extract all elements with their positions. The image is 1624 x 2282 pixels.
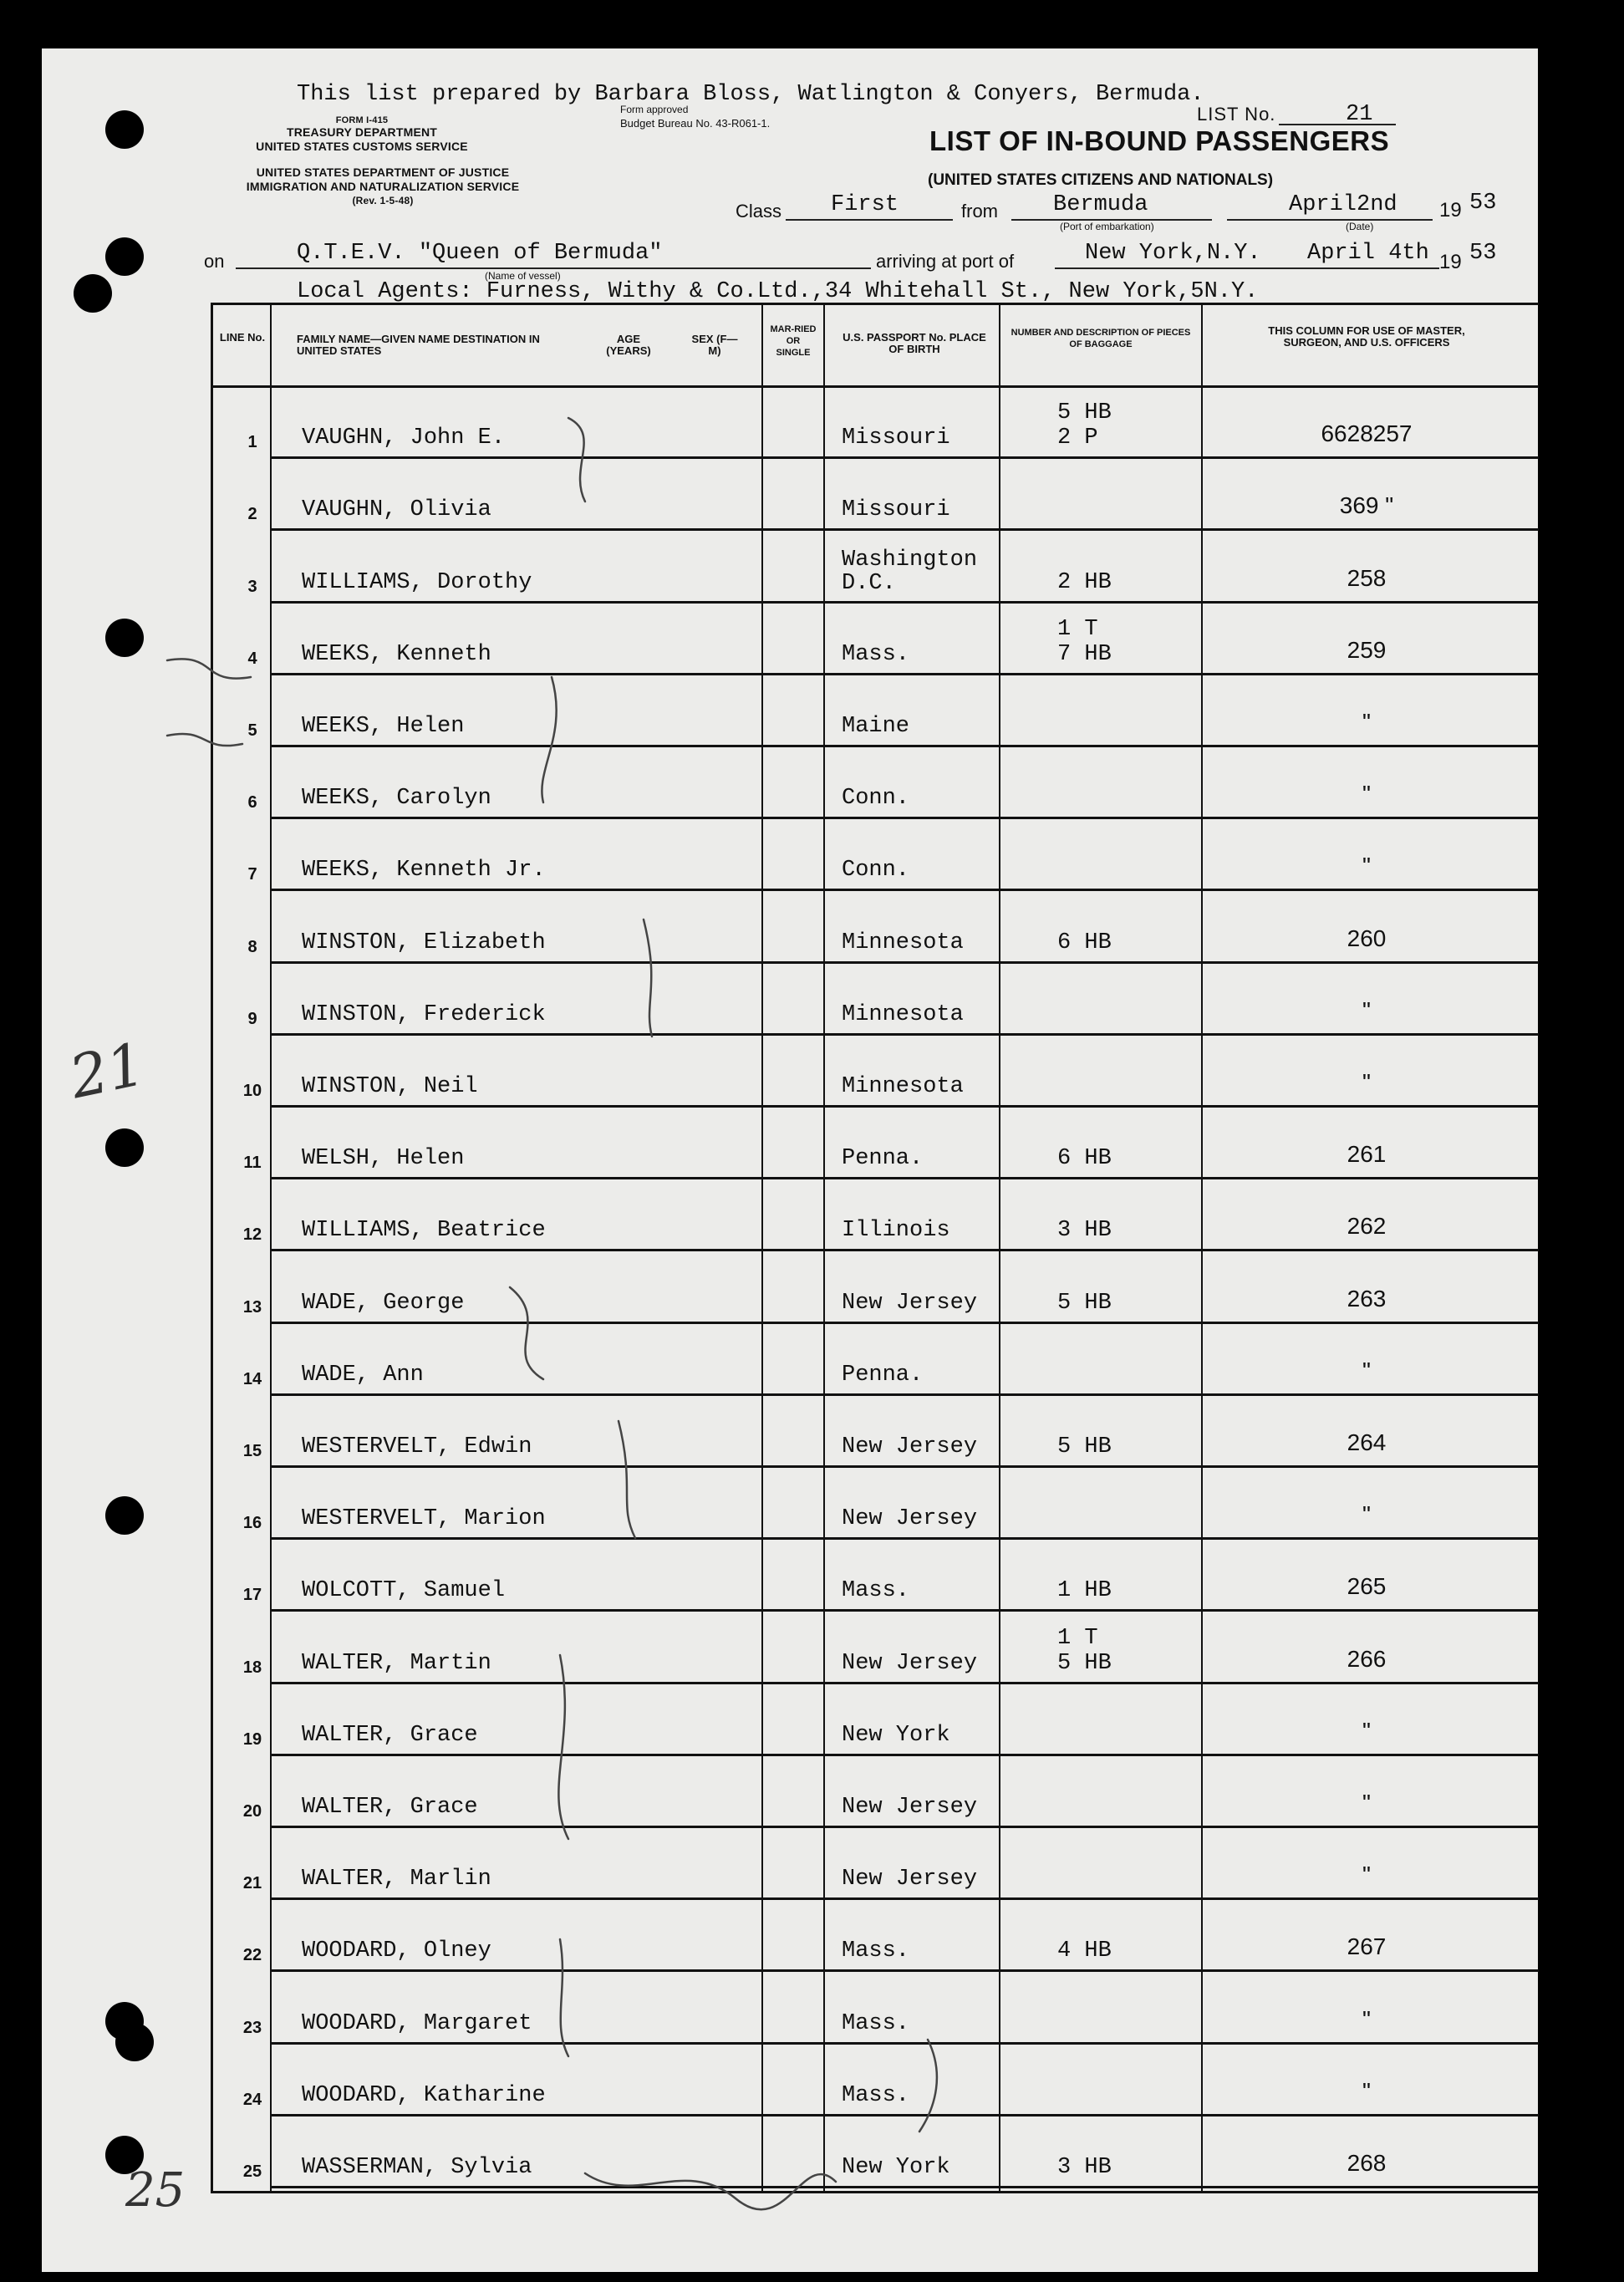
line-number: 2 [247,505,257,524]
baggage [1057,617,1112,667]
punch-hole [105,1128,144,1167]
table-row [213,1108,1539,1179]
officer-number: 267 [1347,1933,1387,1960]
column-married: MAR-RIED OR SINGLE [770,324,817,358]
officer-number: " [1362,1357,1371,1383]
place-of-birth: Penna. [842,1362,924,1388]
arrival-year-prefix: 19 [1439,251,1462,273]
line-number: 24 [242,2090,262,2109]
officer-number: 264 [1347,1429,1387,1455]
line-number: 5 [247,721,257,740]
place-of-birth: New York [842,1722,950,1748]
passenger-name: WINSTON, Frederick [302,1001,546,1027]
passenger-name: WEEKS, Kenneth [302,641,491,667]
baggage [1057,400,1112,451]
passenger-name: WEEKS, Carolyn [302,786,491,812]
line-number: 14 [242,1369,262,1388]
passenger-name: WALTER, Grace [302,1794,478,1820]
officer-number: 6628257 [1321,420,1413,447]
departure-year-prefix: 19 [1439,199,1462,222]
passenger-name: WOODARD, Katharine [302,2082,546,2108]
officer-number: 262 [1347,1213,1387,1240]
passenger-name: WELSH, Helen [302,1146,465,1172]
immigration-service: IMMIGRATION AND NATURALIZATION SERVICE [246,180,520,193]
line-number: 10 [242,1081,262,1100]
arrival-port: New York,N.Y. [1085,241,1261,266]
form-revision: (Rev. 1-5-48) [352,195,414,206]
table-row [213,1540,1539,1612]
table-row [213,1756,1539,1828]
officer-number: 265 [1347,1573,1387,1600]
line-number: 23 [242,2018,262,2037]
officer-number: 258 [1347,564,1387,591]
table-row [213,1612,1539,1683]
line-number: 3 [247,577,257,596]
class-value: First [831,192,899,217]
officer-number: " [1362,1862,1371,1888]
passenger-name: WEEKS, Kenneth Jr. [302,858,546,884]
officer-number: 268 [1347,2149,1387,2176]
baggage-item: 6 HB [1057,930,1112,955]
baggage [1057,1578,1112,1603]
passenger-name: VAUGHN, John E. [302,425,506,451]
line-number: 25 [242,2162,262,2181]
baggage-item: 1 T [1057,1625,1098,1651]
column-line-no: LINE No. [219,331,266,344]
place-of-birth: Missouri [842,425,950,451]
officer-number: " [1362,853,1371,879]
passenger-name: WINSTON, Neil [302,1073,478,1099]
document-title: LIST OF IN-BOUND PASSENGERS [929,125,1390,156]
passenger-name: WESTERVELT, Edwin [302,1434,532,1459]
place-of-birth: Minnesota [842,1001,964,1027]
place-of-birth: New Jersey [842,1290,978,1316]
officer-number: 260 [1347,925,1387,951]
table-row [213,387,1539,459]
passenger-name: WALTER, Martin [302,1650,491,1676]
place-of-birth: Minnesota [842,930,964,955]
passenger-name: WOLCOTT, Samuel [302,1578,506,1604]
baggage-item: 5 HB [1057,1650,1112,1676]
date-caption: (Date) [1346,221,1374,232]
passenger-name: WESTERVELT, Marion [302,1506,546,1532]
passenger-name: WADE, Ann [302,1362,424,1388]
place-of-birth: New Jersey [842,1434,978,1459]
baggage [1057,1626,1112,1676]
place-of-birth: New Jersey [842,1650,978,1676]
line-number: 6 [247,793,257,812]
place-of-birth: Maine [842,713,910,739]
arrival-year: 53 [1469,241,1497,266]
baggage [1057,930,1112,955]
place-of-birth: New Jersey [842,1867,978,1892]
officer-number: 369 " [1339,492,1394,519]
from-label: from [961,201,998,222]
baggage [1057,1218,1112,1243]
list-number: 21 [1346,102,1373,127]
table-row [213,1179,1539,1251]
table-row [213,1036,1539,1108]
departure-date: April2nd [1289,192,1397,217]
class-label: Class [736,201,782,222]
customs-service: UNITED STATES CUSTOMS SERVICE [256,140,468,153]
baggage [1057,1291,1112,1316]
table-row [213,1396,1539,1468]
line-number: 4 [247,649,257,668]
place-of-birth: Minnesota [842,1073,964,1099]
punch-hole [105,110,144,149]
departure-year: 53 [1469,191,1497,216]
prepared-by-line: This list prepared by Barbara Bloss, Watlington & Conyers, Bermuda. [297,82,1204,107]
baggage-item: 5 HB [1057,400,1112,426]
baggage-item: 2 HB [1057,569,1112,595]
officer-number: " [1362,1501,1371,1528]
baggage-item: 7 HB [1057,641,1112,667]
table-row [213,747,1539,819]
department-of-justice: UNITED STATES DEPARTMENT OF JUSTICE [256,166,510,179]
table-row [213,1468,1539,1540]
passenger-name: WILLIAMS, Dorothy [302,569,532,595]
vessel-caption: (Name of vessel) [485,270,561,282]
column-officers: THIS COLUMN FOR USE OF MASTER, SURGEON, AND U.S. OFFICERS [1268,324,1465,349]
line-number: 7 [247,865,257,884]
passenger-name: WINSTON, Elizabeth [302,930,546,955]
officer-number: " [1362,996,1371,1023]
baggage-item: 1 HB [1057,1578,1112,1604]
officer-number: " [1362,1717,1371,1744]
line-number: 20 [242,1801,262,1821]
passenger-name: VAUGHN, Olivia [302,497,491,523]
place-of-birth: Mass. [842,641,910,667]
column-passport: U.S. PASSPORT No. PLACE OF BIRTH [843,331,986,355]
baggage [1057,570,1112,595]
table-row [213,964,1539,1036]
baggage-item: 5 HB [1057,1290,1112,1316]
punch-hole [74,274,112,313]
place-of-birth: Mass. [842,2010,910,2036]
table-row [213,1251,1539,1323]
baggage-item: 6 HB [1057,1146,1112,1172]
baggage-item: 1 T [1057,616,1098,642]
officer-number: 261 [1347,1141,1387,1168]
line-number: 21 [242,1874,262,1893]
place-of-birth: Washington D.C. [842,547,978,596]
baggage [1057,1146,1112,1171]
column-sex: SEX (F—M) [691,333,738,357]
officer-number: " [1362,2005,1371,2032]
officer-number: " [1362,2077,1371,2104]
table-row [213,675,1539,747]
line-number: 1 [247,433,257,452]
budget-bureau: Budget Bureau No. 43-R061-1. [620,117,771,130]
line-number: 17 [242,1586,262,1605]
table-row [213,1324,1539,1396]
baggage [1057,2155,1112,2180]
passenger-name: WOODARD, Margaret [302,2010,532,2036]
treasury-department: TREASURY DEPARTMENT [286,125,438,139]
place-of-birth: Missouri [842,497,950,523]
passenger-name: WADE, George [302,1290,465,1316]
line-number: 8 [247,937,257,956]
passenger-name: WALTER, Grace [302,1722,478,1748]
line-number: 18 [242,1658,262,1677]
table-row [213,1972,1539,2044]
form-approved: Form approved [620,104,689,115]
embarkation-caption: (Port of embarkation) [1060,221,1154,232]
table-row [213,891,1539,963]
baggage [1057,1938,1112,1964]
officer-number: 266 [1347,1645,1387,1672]
arriving-label: arriving at port of [876,251,1015,272]
punch-hole [105,237,144,276]
officer-number: " [1362,708,1371,735]
margin-count: 25 [125,2163,186,2218]
document-subtitle: (UNITED STATES CITIZENS AND NATIONALS) [928,171,1274,189]
baggage-item: 2 P [1057,425,1098,451]
line-number: 19 [242,1729,262,1749]
officer-number: 263 [1347,1285,1387,1312]
list-number-label: LIST No. [1197,104,1276,125]
table-row [213,604,1539,675]
line-number: 22 [242,1946,262,1965]
baggage-item: 3 HB [1057,1218,1112,1244]
place-of-birth: Penna. [842,1146,924,1172]
passenger-name: WASSERMAN, Sylvia [302,2154,532,2180]
officer-number: " [1362,1068,1371,1095]
line-number: 15 [242,1441,262,1460]
table-row [213,459,1539,531]
baggage-item: 5 HB [1057,1434,1112,1459]
local-agents: Local Agents: Furness, Withy & Co.Ltd.,34 Whitehall St., New York,5N.Y. [297,279,1259,304]
place-of-birth: Mass. [842,1938,910,1964]
officer-number: " [1362,1789,1371,1816]
table-row [213,819,1539,891]
table-row [213,1900,1539,1972]
vessel-name: Q.T.E.V. "Queen of Bermuda" [297,241,663,266]
punch-hole [105,619,144,657]
officer-number: 259 [1347,636,1387,663]
line-number: 11 [243,1154,262,1173]
arrival-date: April 4th [1307,241,1429,266]
baggage-item: 4 HB [1057,1938,1112,1964]
line-number: 9 [247,1009,257,1028]
punch-hole [105,1496,144,1535]
place-of-birth: Mass. [842,2082,910,2108]
passenger-table [211,303,1539,2193]
punch-hole [115,2023,154,2061]
column-age: AGE (YEARS) [606,333,651,357]
baggage-item: 3 HB [1057,2154,1112,2180]
table-row [213,2116,1539,2188]
place-of-birth: Mass. [842,1578,910,1604]
passenger-name: WILLIAMS, Beatrice [302,1218,546,1244]
place-of-birth: Illinois [842,1218,950,1244]
baggage [1057,1434,1112,1459]
passenger-name: WOODARD, Olney [302,1938,491,1964]
place-of-birth: Conn. [842,858,910,884]
passenger-name: WALTER, Marlin [302,1867,491,1892]
passenger-name: WEEKS, Helen [302,713,465,739]
form-number: FORM I-415 [335,115,389,125]
table-row [213,1684,1539,1756]
line-number: 13 [242,1297,262,1317]
place-of-birth: Conn. [842,786,910,812]
column-baggage: NUMBER AND DESCRIPTION OF PIECES OF BAGGAGE [1011,328,1191,349]
line-number: 16 [242,1514,262,1533]
margin-tally: 21 [64,1029,151,1113]
on-label: on [204,251,225,272]
place-of-birth: New Jersey [842,1506,978,1532]
officer-number: " [1362,781,1371,807]
embarkation-port: Bermuda [1053,192,1148,217]
table-row [213,1828,1539,1900]
table-row [213,531,1539,603]
table-row [213,2045,1539,2116]
column-name: FAMILY NAME—GIVEN NAME DESTINATION IN UNITED STATES [297,333,540,357]
line-number: 12 [242,1225,262,1245]
place-of-birth: New Jersey [842,1794,978,1820]
place-of-birth: New York [842,2154,950,2180]
